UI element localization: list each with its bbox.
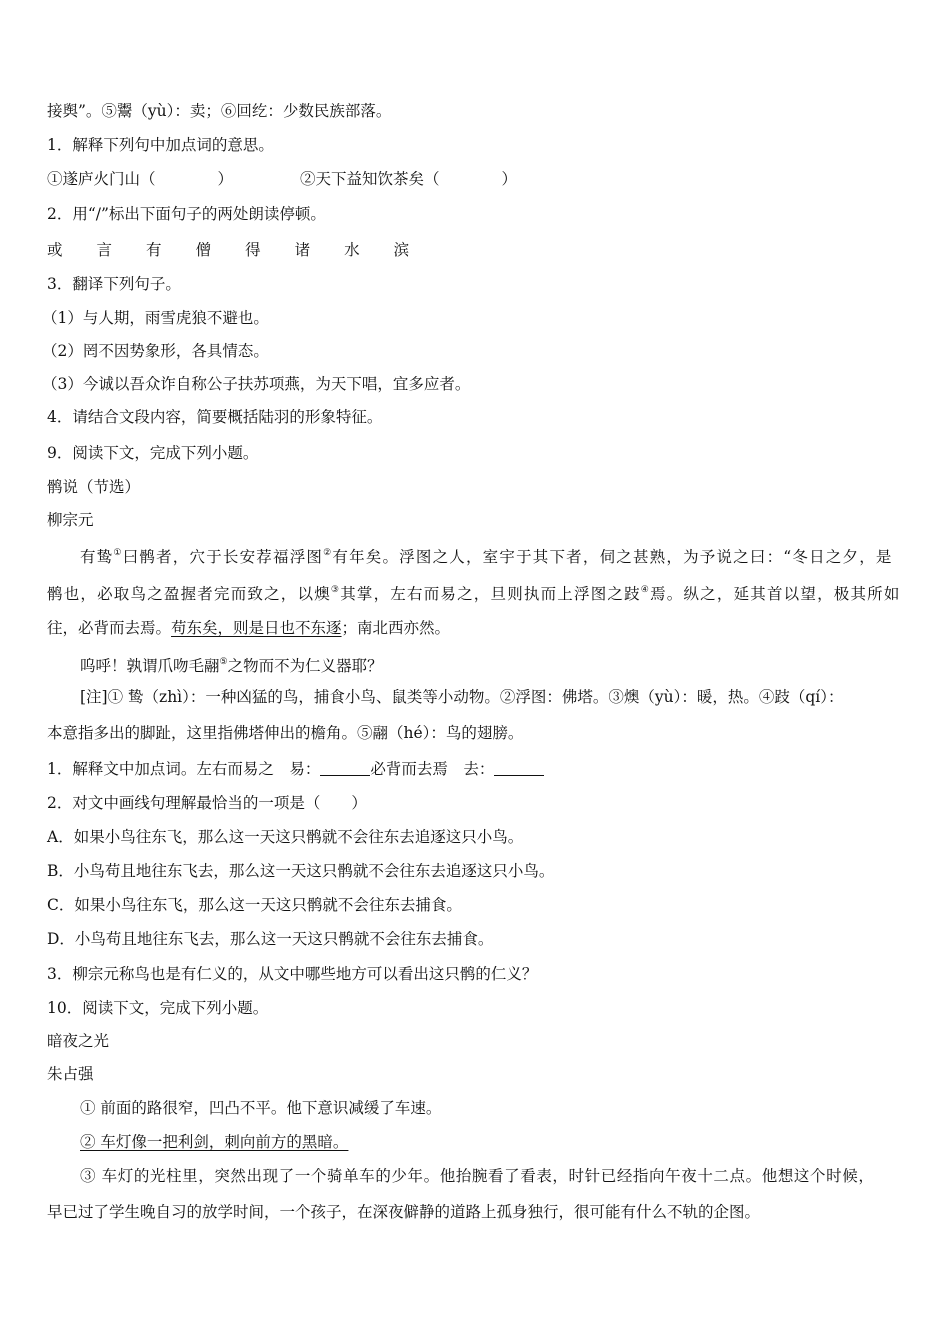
title-10: 暗夜之光 xyxy=(47,1032,110,1050)
footnote-mark: ① xyxy=(113,548,123,558)
text: 其掌，左右而易之，旦则执而上浮图之跂 xyxy=(340,585,641,603)
section-9: 9．阅读下文，完成下列小题。 xyxy=(47,444,259,462)
text: 曰鹘者，穴于长安荐福浮图 xyxy=(122,548,324,566)
answer-blank[interactable] xyxy=(320,761,370,776)
question-1a: ①遂庐火门山（ ） xyxy=(47,170,234,188)
footnote-mark: ③ xyxy=(330,585,341,595)
section-10: 10．阅读下文，完成下列小题。 xyxy=(47,999,269,1017)
paragraph-line xyxy=(47,580,901,604)
answer-blank[interactable] xyxy=(494,761,544,776)
question-1b: ②天下益知饮茶矣（ ） xyxy=(300,170,518,188)
text: 呜呼！孰谓爪吻毛翮 xyxy=(80,657,220,675)
option-d: D．小鸟苟且地往东飞去，那么这一天这只鹘就不会往东去捕食。 xyxy=(47,930,494,948)
question-3-3: （3）今诚以吾众诈自称公子扶苏项燕，为天下唱，宜多应者。 xyxy=(42,375,471,393)
title-9: 鹘说（节选） xyxy=(47,478,141,496)
text: 之物而不为仁义器耶？ xyxy=(227,657,383,675)
underlined-sentence: 苟东矣，则是日也不东逐 xyxy=(171,619,342,637)
question-3-1: （1）与人期，雨雪虎狼不避也。 xyxy=(42,309,269,327)
footnote-mark: ⑤ xyxy=(219,657,228,667)
question-3-2: （2）罔不因势象形，各具情态。 xyxy=(42,342,269,360)
notes-line: 本意指多出的脚趾，这里指佛塔伸出的檐角。⑤翮（hé）：鸟的翅膀。 xyxy=(47,724,524,742)
paragraph-1: ① 前面的路很窄，凹凸不平。他下意识减缓了车速。 xyxy=(80,1099,442,1117)
paragraph-line xyxy=(80,543,893,567)
char: 得 xyxy=(245,241,261,259)
author-9: 柳宗元 xyxy=(47,511,94,529)
question-1: 1．解释下列句中加点词的意思。 xyxy=(47,136,274,154)
text: 有鸷 xyxy=(80,548,114,566)
text: ；南北西亦然。 xyxy=(341,619,451,637)
option-c: C．如果小鸟往东飞，那么这一天这只鹘就不会往东去捕食。 xyxy=(47,896,462,914)
char: 或 xyxy=(47,241,63,259)
question-9-3: 3．柳宗元称鸟也是有仁义的，从文中哪些地方可以看出这只鹘的仁义？ xyxy=(47,965,538,983)
option-a: A．如果小鸟往东飞，那么这一天这只鹘就不会往东去追逐这只小鸟。 xyxy=(47,828,524,846)
notes-line: [注]① 鸷（zhì）：一种凶猛的鸟，捕食小鸟、鼠类等小动物。②浮图：佛塔。③燠（yù）：暖，热。④跂（qí）： xyxy=(80,688,844,706)
char: 诸 xyxy=(294,241,311,259)
question-3: 3．翻译下列句子。 xyxy=(47,275,181,293)
char: 水 xyxy=(344,241,360,259)
text-line: 接舆”。⑤鬻（yù）：卖；⑥回纥：少数民族部落。 xyxy=(47,102,392,120)
paragraph-3-cont: 早已过了学生晚自习的放学时间，一个孩子，在深夜僻静的道路上孤身独行，很可能有什么不轨的企图。 xyxy=(47,1203,761,1221)
text: 1．解释文中加点词。左右而易之 易： xyxy=(47,760,321,778)
paragraph-2-underlined: ② 车灯像一把利剑，刺向前方的黑暗。 xyxy=(80,1133,349,1151)
paragraph-line xyxy=(47,618,450,638)
char: 言 xyxy=(96,241,113,259)
char: 滨 xyxy=(393,241,410,259)
question-9-1 xyxy=(47,759,544,779)
char: 有 xyxy=(146,241,162,259)
text: 往，必背而去焉。 xyxy=(47,619,172,637)
author-10: 朱占强 xyxy=(47,1065,94,1083)
text: 鹘也，必取鸟之盈握者完而致之，以燠 xyxy=(47,585,331,603)
question-2: 2．用“/”标出下面句子的两处朗读停顿。 xyxy=(47,205,326,223)
paragraph-3: ③ 车灯的光柱里，突然出现了一个骑单车的少年。他抬腕看了看表，时针已经指向午夜十二点。他想这个时候， xyxy=(80,1167,875,1185)
question-4: 4．请结合文段内容，简要概括陆羽的形象特征。 xyxy=(47,408,383,426)
option-b: B．小鸟苟且地往东飞去，那么这一天这只鹘就不会往东去追逐这只小鸟。 xyxy=(47,862,555,880)
pause-sentence xyxy=(47,240,409,260)
paragraph-line xyxy=(80,652,383,676)
text: 有年矣。浮图之人，室宇于其下者，伺之甚熟，为予说之曰：“冬日之夕，是 xyxy=(332,548,893,566)
text: 必背而去焉 去： xyxy=(370,760,495,778)
footnote-mark: ④ xyxy=(640,585,651,595)
char: 僧 xyxy=(195,241,212,259)
text: 焉。纵之，延其首以望，极其所如 xyxy=(650,585,901,603)
footnote-mark: ② xyxy=(323,548,333,558)
question-9-2: 2．对文中画线句理解最恰当的一项是（ ） xyxy=(47,794,367,812)
